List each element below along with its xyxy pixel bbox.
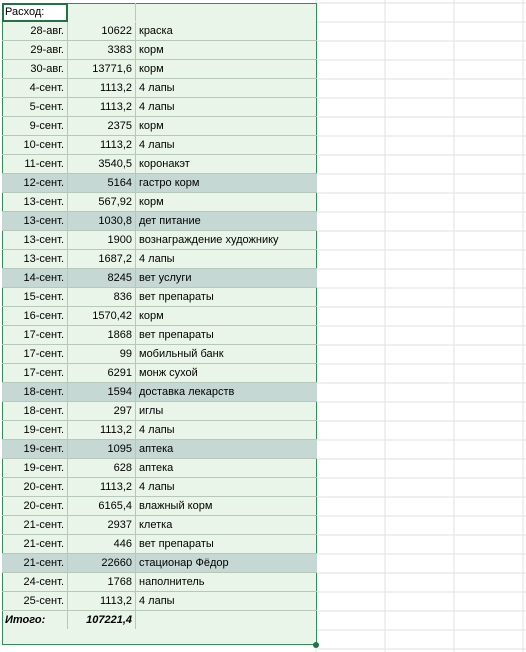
amount-cell[interactable]: 1113,2 xyxy=(68,136,136,154)
description-cell[interactable]: монж сухой xyxy=(139,367,198,379)
description-cell[interactable]: корм xyxy=(139,120,164,132)
amount-cell[interactable]: 8245 xyxy=(68,269,136,287)
amount-cell[interactable]: 1868 xyxy=(68,326,136,344)
description-cell[interactable]: 4 лапы xyxy=(139,101,175,113)
table-row[interactable] xyxy=(2,231,317,250)
date-cell[interactable]: 29-авг. xyxy=(2,41,68,59)
table-row[interactable] xyxy=(2,364,317,383)
date-cell[interactable]: 13-сент. xyxy=(2,250,68,268)
date-cell[interactable]: 19-сент. xyxy=(2,459,68,477)
table-row[interactable] xyxy=(2,307,317,326)
date-cell[interactable]: 13-сент. xyxy=(2,212,68,230)
date-cell[interactable]: 19-сент. xyxy=(2,440,68,458)
date-cell[interactable]: 17-сент. xyxy=(2,345,68,363)
description-cell[interactable]: 4 лапы xyxy=(139,82,175,94)
table-row[interactable] xyxy=(2,288,317,307)
table-row[interactable] xyxy=(2,174,317,193)
description-cell[interactable]: корм xyxy=(139,63,164,75)
date-cell[interactable]: 20-сент. xyxy=(2,478,68,496)
description-cell[interactable]: влажный корм xyxy=(139,500,213,512)
amount-cell[interactable]: 6165,4 xyxy=(68,497,136,515)
date-cell[interactable]: 21-сент. xyxy=(2,516,68,534)
date-cell[interactable]: 15-сент. xyxy=(2,288,68,306)
description-cell[interactable]: аптека xyxy=(139,443,174,455)
amount-cell[interactable]: 5164 xyxy=(68,174,136,192)
table-row[interactable] xyxy=(2,459,317,478)
table-row[interactable] xyxy=(2,345,317,364)
amount-cell[interactable]: 1900 xyxy=(68,231,136,249)
amount-cell[interactable]: 99 xyxy=(68,345,136,363)
date-cell[interactable]: 16-сент. xyxy=(2,307,68,325)
description-cell[interactable]: доставка лекарств xyxy=(139,386,235,398)
table-row[interactable] xyxy=(2,535,317,554)
date-cell[interactable]: 21-сент. xyxy=(2,535,68,553)
amount-cell[interactable]: 6291 xyxy=(68,364,136,382)
date-cell[interactable]: 13-сент. xyxy=(2,193,68,211)
amount-cell[interactable]: 10622 xyxy=(68,22,136,40)
table-row[interactable] xyxy=(2,269,317,288)
amount-cell[interactable]: 3383 xyxy=(68,41,136,59)
date-cell[interactable]: 9-сент. xyxy=(2,117,68,135)
table-row[interactable] xyxy=(2,383,317,402)
description-cell[interactable]: 4 лапы xyxy=(139,424,175,436)
description-cell[interactable]: стационар Фёдор xyxy=(139,557,229,569)
fill-handle[interactable] xyxy=(313,642,319,648)
amount-cell[interactable]: 1768 xyxy=(68,573,136,591)
table-row[interactable] xyxy=(2,155,317,174)
description-cell[interactable]: вет препараты xyxy=(139,538,214,550)
amount-cell[interactable]: 22660 xyxy=(68,554,136,572)
table-row[interactable] xyxy=(2,193,317,212)
amount-cell[interactable]: 13771,6 xyxy=(68,60,136,78)
table-row[interactable] xyxy=(2,41,317,60)
header-label: Расход: xyxy=(5,6,45,18)
date-cell[interactable]: 17-сент. xyxy=(2,364,68,382)
total-row[interactable] xyxy=(2,611,317,630)
description-cell[interactable]: коронакэт xyxy=(139,158,190,170)
amount-cell[interactable]: 628 xyxy=(68,459,136,477)
header-empty-cell[interactable] xyxy=(136,3,317,21)
table-row[interactable] xyxy=(2,402,317,421)
table-row[interactable] xyxy=(2,136,317,155)
description-cell[interactable]: краска xyxy=(139,25,173,37)
description-cell[interactable]: вознаграждение художнику xyxy=(139,234,279,246)
date-cell[interactable]: 14-сент. xyxy=(2,269,68,287)
date-cell[interactable]: 18-сент. xyxy=(2,402,68,420)
table-row[interactable] xyxy=(2,497,317,516)
description-cell[interactable]: вет препараты xyxy=(139,291,214,303)
description-cell[interactable]: наполнитель xyxy=(139,576,205,588)
amount-cell[interactable]: 1594 xyxy=(68,383,136,401)
date-cell[interactable]: 17-сент. xyxy=(2,326,68,344)
description-cell[interactable]: аптека xyxy=(139,462,174,474)
date-cell[interactable]: 5-сент. xyxy=(2,98,68,116)
date-cell[interactable]: 12-сент. xyxy=(2,174,68,192)
description-cell[interactable]: мобильный банк xyxy=(139,348,224,360)
description-cell[interactable]: корм xyxy=(139,310,164,322)
table-row[interactable] xyxy=(2,421,317,440)
date-cell[interactable]: 24-сент. xyxy=(2,573,68,591)
amount-cell[interactable]: 1687,2 xyxy=(68,250,136,268)
amount-cell[interactable]: 1113,2 xyxy=(68,79,136,97)
table-row[interactable] xyxy=(2,60,317,79)
date-cell[interactable]: 10-сент. xyxy=(2,136,68,154)
amount-cell[interactable]: 1570,42 xyxy=(68,307,136,325)
amount-cell[interactable]: 2375 xyxy=(68,117,136,135)
total-label-cell[interactable]: Итого: xyxy=(2,611,68,629)
amount-cell[interactable]: 3540,5 xyxy=(68,155,136,173)
table-row[interactable] xyxy=(2,440,317,459)
date-cell[interactable]: 4-сент. xyxy=(2,79,68,97)
date-cell[interactable]: 28-авг. xyxy=(2,22,68,40)
description-cell[interactable]: 4 лапы xyxy=(139,595,175,607)
date-cell[interactable]: 30-авг. xyxy=(2,60,68,78)
date-cell[interactable]: 19-сент. xyxy=(2,421,68,439)
table-row[interactable] xyxy=(2,478,317,497)
table-row[interactable] xyxy=(2,212,317,231)
table-row[interactable] xyxy=(2,516,317,535)
amount-cell[interactable]: 836 xyxy=(68,288,136,306)
table-row[interactable] xyxy=(2,22,317,41)
amount-cell[interactable]: 1113,2 xyxy=(68,478,136,496)
header-empty-cell[interactable] xyxy=(68,3,136,21)
description-cell[interactable]: 4 лапы xyxy=(139,139,175,151)
table-row[interactable] xyxy=(2,592,317,611)
table-row[interactable] xyxy=(2,573,317,592)
amount-cell[interactable]: 1113,2 xyxy=(68,592,136,610)
description-cell[interactable]: корм xyxy=(139,196,164,208)
description-cell[interactable]: вет препараты xyxy=(139,329,214,341)
total-value-cell[interactable]: 107221,4 xyxy=(68,611,136,629)
table-row[interactable] xyxy=(2,79,317,98)
description-cell[interactable]: вет услуги xyxy=(139,272,192,284)
amount-cell[interactable]: 446 xyxy=(68,535,136,553)
amount-cell[interactable]: 1113,2 xyxy=(68,98,136,116)
date-cell[interactable]: 20-сент. xyxy=(2,497,68,515)
description-cell[interactable]: 4 лапы xyxy=(139,481,175,493)
description-cell[interactable]: иглы xyxy=(139,405,164,417)
table-row[interactable] xyxy=(2,326,317,345)
amount-cell[interactable]: 297 xyxy=(68,402,136,420)
description-cell[interactable]: 4 лапы xyxy=(139,253,175,265)
table-row[interactable] xyxy=(2,98,317,117)
date-cell[interactable]: 13-сент. xyxy=(2,231,68,249)
description-cell[interactable]: дет питание xyxy=(139,215,201,227)
table-row[interactable] xyxy=(2,250,317,269)
date-cell[interactable]: 21-сент. xyxy=(2,554,68,572)
amount-cell[interactable]: 1113,2 xyxy=(68,421,136,439)
date-cell[interactable]: 11-сент. xyxy=(2,155,68,173)
description-cell[interactable]: корм xyxy=(139,44,164,56)
amount-cell[interactable]: 567,92 xyxy=(68,193,136,211)
amount-cell[interactable]: 1030,8 xyxy=(68,212,136,230)
date-cell[interactable]: 18-сент. xyxy=(2,383,68,401)
table-row[interactable] xyxy=(2,117,317,136)
table-row[interactable] xyxy=(2,554,317,573)
amount-cell[interactable]: 2937 xyxy=(68,516,136,534)
description-cell[interactable]: клетка xyxy=(139,519,173,531)
date-cell[interactable]: 25-сент. xyxy=(2,592,68,610)
total-empty-cell[interactable] xyxy=(136,611,317,629)
amount-cell[interactable]: 1095 xyxy=(68,440,136,458)
description-cell[interactable]: гастро корм xyxy=(139,177,200,189)
